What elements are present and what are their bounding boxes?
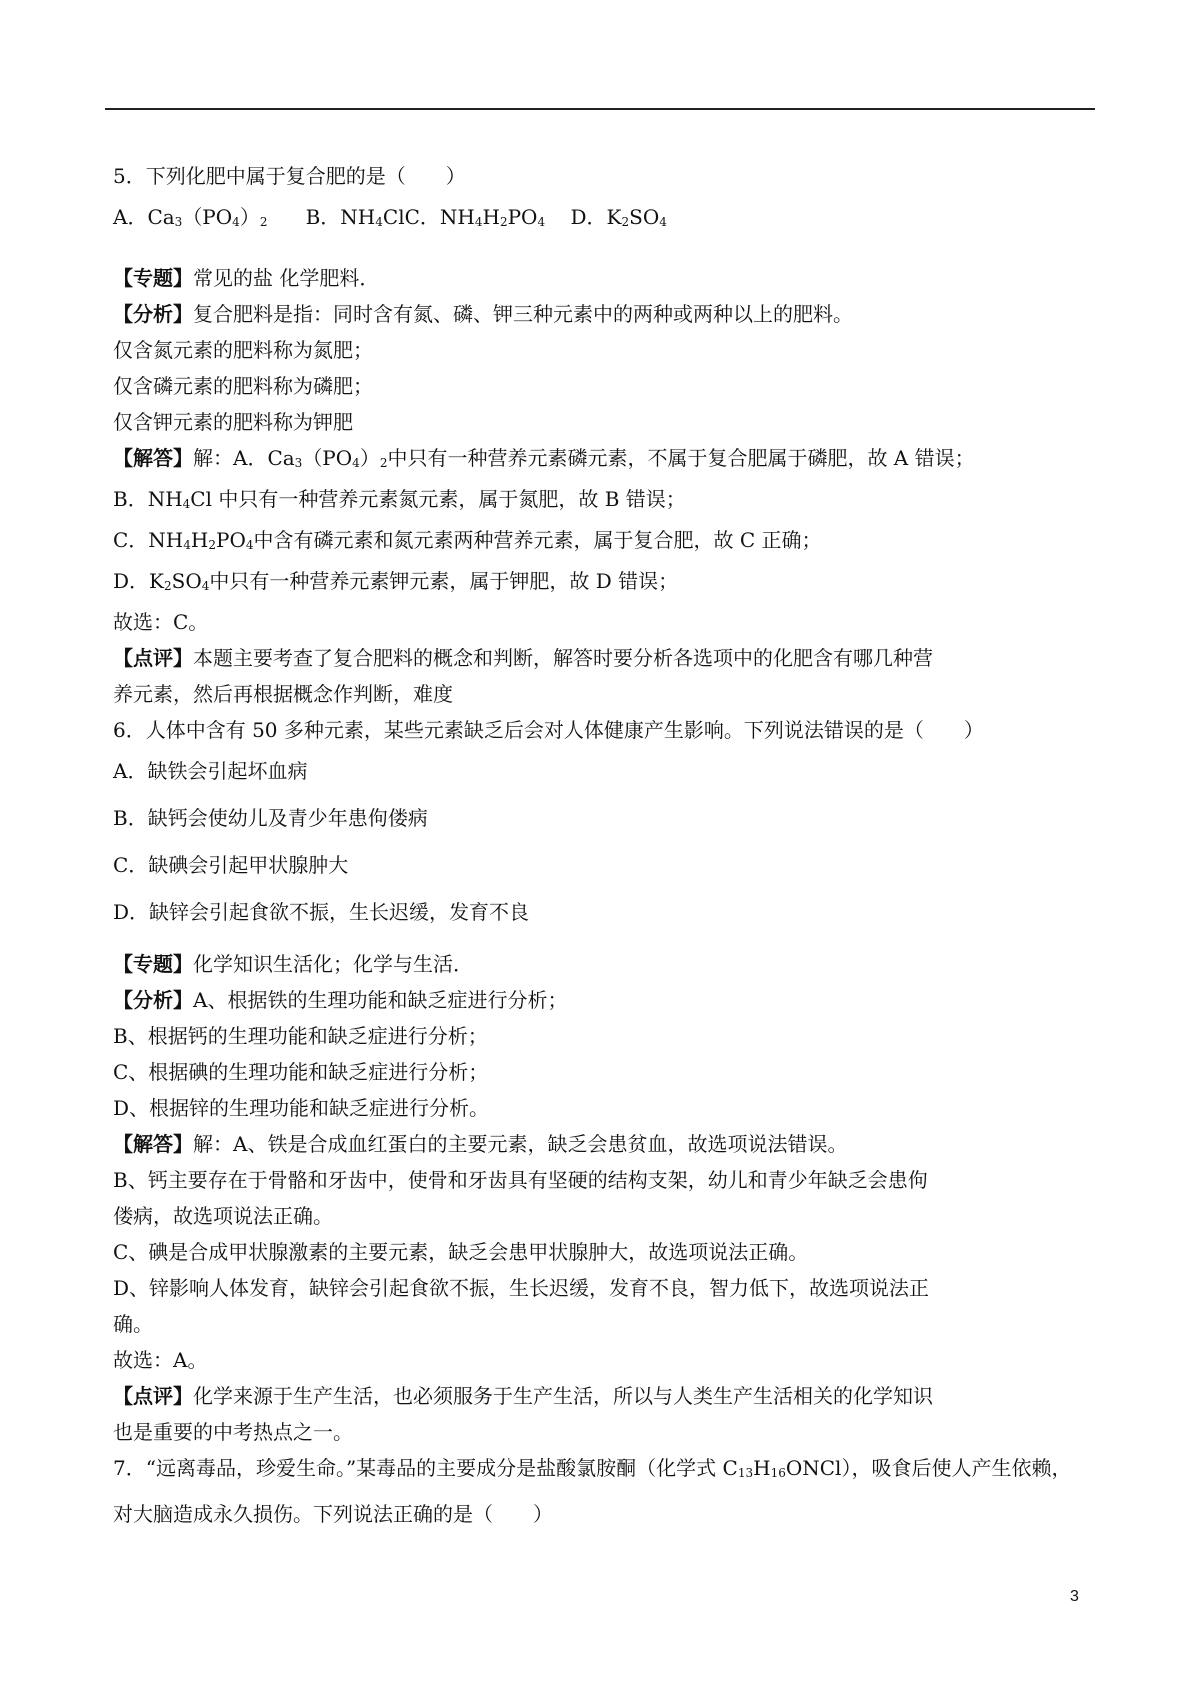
q6-analysis-line: B、根据钙的生理功能和缺乏症进行分析； (113, 1024, 488, 1048)
q6-choice: 故选：A。 (113, 1348, 208, 1372)
q6-answer-line: B、钙主要存在于骨骼和牙齿中，使骨和牙齿具有坚硬的结构支架，幼儿和青少年缺乏会患佝 (113, 1168, 928, 1192)
q7-stem: 7．“远离毒品，珍爱生命。”某毒品的主要成分是盐酸氯胺酮（化学式 $C_{13}H_{16}ONCl$），吸食后使人产生依赖， (113, 1456, 1072, 1480)
q5-analysis-line: 仅含磷元素的肥料称为磷肥； (113, 374, 373, 398)
q6-comment: 【点评】化学来源于生产生活，也必须服务于生产生活，所以与人类生产生活相关的化学知识 (113, 1384, 933, 1408)
q6-answer: 【解答】解：A、铁是合成血红蛋白的主要元素，缺乏会患贫血，故选项说法错误。 (113, 1132, 848, 1156)
q5-answer-c: C．$NH_4H_2PO_4$中含有磷元素和氮元素两种营养元素，属于复合肥，故 C 正确； (113, 528, 822, 552)
q5-stem: 5．下列化肥中属于复合肥的是（ ） (113, 164, 466, 188)
q5-choice: 故选：C。 (113, 610, 209, 634)
header-rule (105, 108, 1095, 110)
q6-comment-cont: 也是重要的中考热点之一。 (113, 1420, 353, 1444)
q5-options: A．$Ca_3(PO_4)_2$ B．$NH_4ClC$．$NH_4H_2PO_4$ D．$K_2SO_4$ (113, 205, 667, 229)
q5-answer-d: D．$K_2SO_4$中只有一种营养元素钾元素，属于钾肥，故 D 错误； (113, 569, 679, 593)
q6-answer-line: C、碘是合成甲状腺激素的主要元素，缺乏会患甲状腺肿大，故选项说法正确。 (113, 1240, 809, 1264)
q6-option-c: C．缺碘会引起甲状腺肿大 (113, 853, 349, 877)
q7-stem-cont: 对大脑造成永久损伤。下列说法正确的是（ ） (113, 1502, 553, 1526)
q6-stem: 6．人体中含有 50 多种元素，某些元素缺乏后会对人体健康产生影响。下列说法错误的是（ ） (113, 718, 984, 742)
q6-option-d: D．缺锌会引起食欲不振，生长迟缓，发育不良 (113, 900, 530, 924)
q5-analysis-line: 仅含钾元素的肥料称为钾肥 (113, 410, 353, 434)
q5-topic: 【专题】常见的盐 化学肥料． (113, 266, 380, 290)
q6-analysis-line: D、根据锌的生理功能和缺乏症进行分析。 (113, 1096, 490, 1120)
q6-option-a: A．缺铁会引起坏血病 (113, 759, 308, 783)
q5-comment: 【点评】本题主要考查了复合肥料的概念和判断，解答时要分析各选项中的化肥含有哪几种营 (113, 646, 933, 670)
page-content (113, 156, 1103, 1538)
q6-topic: 【专题】化学知识生活化；化学与生活． (113, 952, 473, 976)
q6-option-b: B．缺钙会使幼儿及青少年患佝偻病 (113, 806, 428, 830)
q6-answer-line: D、锌影响人体发育，缺锌会引起食欲不振，生长迟缓，发育不良，智力低下，故选项说法正 (113, 1276, 930, 1300)
q6-answer-line: 确。 (113, 1312, 153, 1336)
q5-answer-b: B．$NH_4Cl$ 中只有一种营养元素氮元素，属于氮肥，故 B 错误； (113, 487, 686, 511)
q5-comment-cont: 养元素，然后再根据概念作判断，难度 (113, 682, 453, 706)
q5-analysis: 【分析】复合肥料是指：同时含有氮、磷、钾三种元素中的两种或两种以上的肥料。 (113, 302, 853, 326)
page-number: 3 (1070, 1588, 1079, 1605)
q5-answer-a: 【解答】解：A．$Ca_3(PO_4)_2$中只有一种营养元素磷元素，不属于复合肥属于磷肥，故 A 错误； (113, 446, 975, 470)
q6-analysis-line: C、根据碘的生理功能和缺乏症进行分析； (113, 1060, 489, 1084)
q5-analysis-line: 仅含氮元素的肥料称为氮肥； (113, 338, 373, 362)
q6-analysis: 【分析】A、根据铁的生理功能和缺乏症进行分析； (113, 988, 568, 1012)
q6-answer-line: 偻病，故选项说法正确。 (113, 1204, 333, 1228)
